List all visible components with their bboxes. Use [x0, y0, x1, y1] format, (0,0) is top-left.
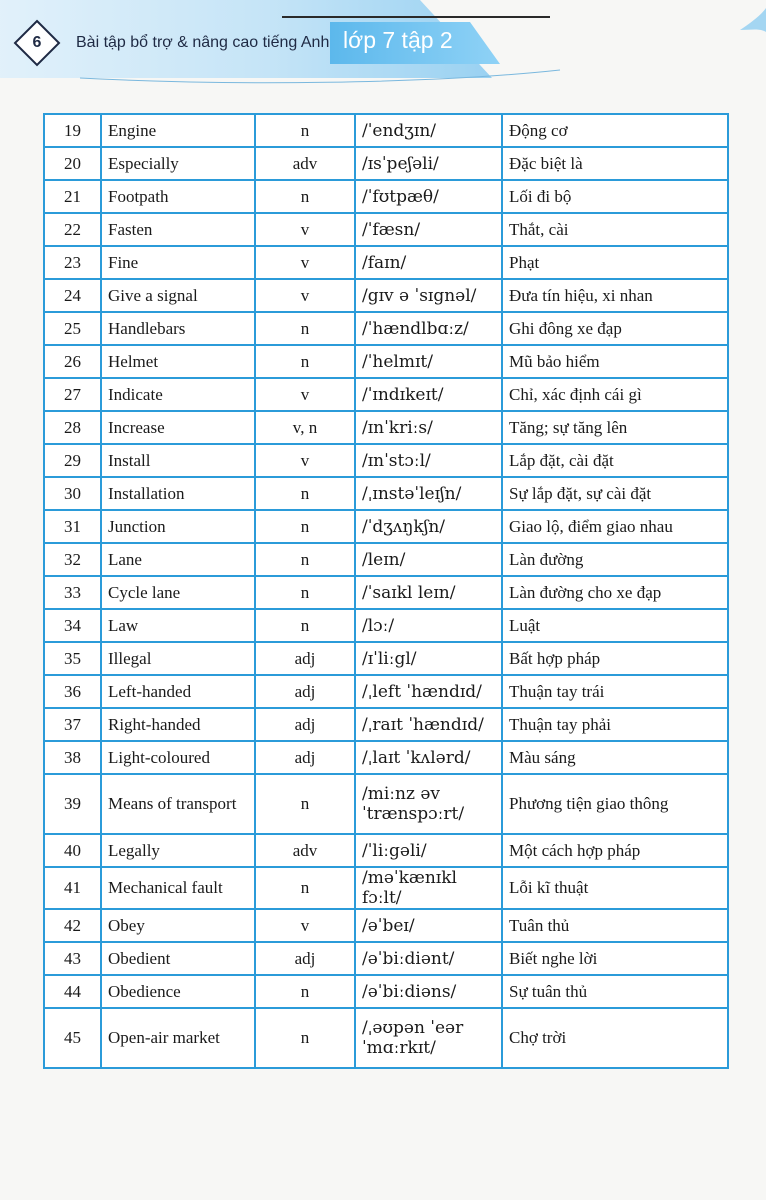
row-number: 31 — [44, 510, 101, 543]
word-type: n — [255, 1008, 355, 1068]
word-type: n — [255, 867, 355, 909]
vietnamese-meaning: Lối đi bộ — [502, 180, 728, 213]
row-number: 35 — [44, 642, 101, 675]
word-type: adv — [255, 147, 355, 180]
vietnamese-meaning: Sự lắp đặt, sự cài đặt — [502, 477, 728, 510]
pronunciation: /ˌɪnstəˈleɪʃn/ — [355, 477, 502, 510]
pronunciation: /lɔː/ — [355, 609, 502, 642]
pronunciation: /leɪn/ — [355, 543, 502, 576]
row-number: 22 — [44, 213, 101, 246]
row-number: 26 — [44, 345, 101, 378]
table-row — [44, 543, 728, 576]
vocab-word: Law — [101, 609, 255, 642]
row-number: 34 — [44, 609, 101, 642]
table-row — [44, 609, 728, 642]
pronunciation: /miːnz əv ˈtrænspɔːrt/ — [355, 774, 502, 834]
table-row — [44, 1008, 728, 1068]
pronunciation: /gɪv ə ˈsɪgnəl/ — [355, 279, 502, 312]
page-number: 6 — [32, 34, 42, 51]
table-row — [44, 909, 728, 942]
vocab-word: Legally — [101, 834, 255, 867]
vocab-word: Mechanical fault — [101, 867, 255, 909]
word-type: n — [255, 510, 355, 543]
vocabulary-table-body — [44, 114, 728, 1068]
table-row — [44, 576, 728, 609]
word-type: v — [255, 909, 355, 942]
page-header — [0, 0, 766, 100]
vocab-word: Means of transport — [101, 774, 255, 834]
vietnamese-meaning: Bất hợp pháp — [502, 642, 728, 675]
pronunciation: /əˈbeɪ/ — [355, 909, 502, 942]
row-number: 33 — [44, 576, 101, 609]
vietnamese-meaning: Thắt, cài — [502, 213, 728, 246]
word-type: adj — [255, 642, 355, 675]
vocab-word: Obedient — [101, 942, 255, 975]
vietnamese-meaning: Luật — [502, 609, 728, 642]
table-row — [44, 867, 728, 909]
row-number: 30 — [44, 477, 101, 510]
row-number: 28 — [44, 411, 101, 444]
pronunciation: /məˈkænɪkl fɔːlt/ — [355, 867, 502, 909]
vietnamese-meaning: Tăng; sự tăng lên — [502, 411, 728, 444]
pronunciation: /ɪˈliːgl/ — [355, 642, 502, 675]
vocab-word: Increase — [101, 411, 255, 444]
vietnamese-meaning: Đặc biệt là — [502, 147, 728, 180]
vocab-word: Fine — [101, 246, 255, 279]
table-row — [44, 708, 728, 741]
vietnamese-meaning: Đưa tín hiệu, xi nhan — [502, 279, 728, 312]
row-number: 32 — [44, 543, 101, 576]
table-row — [44, 213, 728, 246]
row-number: 27 — [44, 378, 101, 411]
word-type: v, n — [255, 411, 355, 444]
word-type: adj — [255, 708, 355, 741]
vietnamese-meaning: Động cơ — [502, 114, 728, 147]
vietnamese-meaning: Ghi đông xe đạp — [502, 312, 728, 345]
book-title: Bài tập bổ trợ & nâng cao tiếng Anh — [76, 34, 330, 51]
pronunciation: /ˌleft ˈhændɪd/ — [355, 675, 502, 708]
pronunciation: /əˈbiːdiəns/ — [355, 975, 502, 1008]
table-row — [44, 180, 728, 213]
word-type: v — [255, 246, 355, 279]
vietnamese-meaning: Chỉ, xác định cái gì — [502, 378, 728, 411]
vocab-word: Obey — [101, 909, 255, 942]
vocab-word: Installation — [101, 477, 255, 510]
row-number: 42 — [44, 909, 101, 942]
table-row — [44, 774, 728, 834]
pronunciation: /ˌraɪt ˈhændɪd/ — [355, 708, 502, 741]
word-type: n — [255, 180, 355, 213]
word-type: v — [255, 378, 355, 411]
row-number: 29 — [44, 444, 101, 477]
vietnamese-meaning: Lỗi kĩ thuật — [502, 867, 728, 909]
vocab-word: Handlebars — [101, 312, 255, 345]
table-row — [44, 114, 728, 147]
vietnamese-meaning: Phương tiện giao thông — [502, 774, 728, 834]
vocab-word: Engine — [101, 114, 255, 147]
row-number: 19 — [44, 114, 101, 147]
vocab-word: Fasten — [101, 213, 255, 246]
pronunciation: /ɪnˈstɔːl/ — [355, 444, 502, 477]
table-row — [44, 411, 728, 444]
table-row — [44, 444, 728, 477]
row-number: 25 — [44, 312, 101, 345]
pronunciation: /faɪn/ — [355, 246, 502, 279]
row-number: 45 — [44, 1008, 101, 1068]
word-type: n — [255, 975, 355, 1008]
vietnamese-meaning: Tuân thủ — [502, 909, 728, 942]
pronunciation: /ˈfʊtpæθ/ — [355, 180, 502, 213]
word-type: adj — [255, 675, 355, 708]
vocabulary-table — [43, 113, 729, 1069]
table-row — [44, 834, 728, 867]
vietnamese-meaning: Giao lộ, điểm giao nhau — [502, 510, 728, 543]
row-number: 21 — [44, 180, 101, 213]
pronunciation: /ˈsaɪkl leɪn/ — [355, 576, 502, 609]
vietnamese-meaning: Biết nghe lời — [502, 942, 728, 975]
row-number: 40 — [44, 834, 101, 867]
table-row — [44, 345, 728, 378]
pronunciation: /ˈfæsn/ — [355, 213, 502, 246]
row-number: 37 — [44, 708, 101, 741]
word-type: n — [255, 576, 355, 609]
word-type: n — [255, 543, 355, 576]
vocab-word: Illegal — [101, 642, 255, 675]
table-row — [44, 975, 728, 1008]
vocab-word: Light-coloured — [101, 741, 255, 774]
vocab-word: Cycle lane — [101, 576, 255, 609]
vocab-word: Open-air market — [101, 1008, 255, 1068]
pronunciation: /əˈbiːdiənt/ — [355, 942, 502, 975]
word-type: adj — [255, 942, 355, 975]
table-row — [44, 147, 728, 180]
word-type: adj — [255, 741, 355, 774]
vocab-word: Obedience — [101, 975, 255, 1008]
vietnamese-meaning: Làn đường — [502, 543, 728, 576]
vocab-word: Install — [101, 444, 255, 477]
word-type: n — [255, 345, 355, 378]
word-type: n — [255, 114, 355, 147]
row-number: 39 — [44, 774, 101, 834]
pronunciation: /ˌlaɪt ˈkʌlərd/ — [355, 741, 502, 774]
vietnamese-meaning: Một cách hợp pháp — [502, 834, 728, 867]
table-row — [44, 312, 728, 345]
book-subtitle: lớp 7 tập 2 — [343, 27, 453, 53]
table-row — [44, 279, 728, 312]
word-type: n — [255, 609, 355, 642]
table-row — [44, 741, 728, 774]
vietnamese-meaning: Làn đường cho xe đạp — [502, 576, 728, 609]
row-number: 20 — [44, 147, 101, 180]
row-number: 23 — [44, 246, 101, 279]
word-type: n — [255, 774, 355, 834]
pronunciation: /ˈendʒɪn/ — [355, 114, 502, 147]
word-type: v — [255, 279, 355, 312]
vietnamese-meaning: Lắp đặt, cài đặt — [502, 444, 728, 477]
word-type: v — [255, 213, 355, 246]
vietnamese-meaning: Sự tuân thủ — [502, 975, 728, 1008]
vocab-word: Lane — [101, 543, 255, 576]
table-row — [44, 675, 728, 708]
pronunciation: /ˈhelmɪt/ — [355, 345, 502, 378]
row-number: 41 — [44, 867, 101, 909]
pronunciation: /ˈɪndɪkeɪt/ — [355, 378, 502, 411]
table-row — [44, 642, 728, 675]
vietnamese-meaning: Màu sáng — [502, 741, 728, 774]
word-type: n — [255, 312, 355, 345]
table-row — [44, 246, 728, 279]
vietnamese-meaning: Chợ trời — [502, 1008, 728, 1068]
row-number: 36 — [44, 675, 101, 708]
row-number: 38 — [44, 741, 101, 774]
table-row — [44, 477, 728, 510]
vocab-word: Right-handed — [101, 708, 255, 741]
word-type: n — [255, 477, 355, 510]
vocab-word: Especially — [101, 147, 255, 180]
vocab-word: Left-handed — [101, 675, 255, 708]
pronunciation: /ˌəʊpən ˈeər ˈmɑːrkɪt/ — [355, 1008, 502, 1068]
row-number: 43 — [44, 942, 101, 975]
pronunciation: /ˈdʒʌŋkʃn/ — [355, 510, 502, 543]
pronunciation: /ˈhændlbɑːz/ — [355, 312, 502, 345]
vocab-word: Give a signal — [101, 279, 255, 312]
vietnamese-meaning: Phạt — [502, 246, 728, 279]
table-row — [44, 510, 728, 543]
vietnamese-meaning: Mũ bảo hiểm — [502, 345, 728, 378]
vietnamese-meaning: Thuận tay phải — [502, 708, 728, 741]
row-number: 44 — [44, 975, 101, 1008]
vocab-word: Footpath — [101, 180, 255, 213]
pronunciation: /ɪnˈkriːs/ — [355, 411, 502, 444]
pronunciation: /ɪsˈpeʃəli/ — [355, 147, 502, 180]
vocab-word: Helmet — [101, 345, 255, 378]
word-type: adv — [255, 834, 355, 867]
table-row — [44, 942, 728, 975]
vietnamese-meaning: Thuận tay trái — [502, 675, 728, 708]
table-row — [44, 378, 728, 411]
word-type: v — [255, 444, 355, 477]
vocab-word: Indicate — [101, 378, 255, 411]
row-number: 24 — [44, 279, 101, 312]
pronunciation: /ˈliːgəli/ — [355, 834, 502, 867]
vocab-word: Junction — [101, 510, 255, 543]
